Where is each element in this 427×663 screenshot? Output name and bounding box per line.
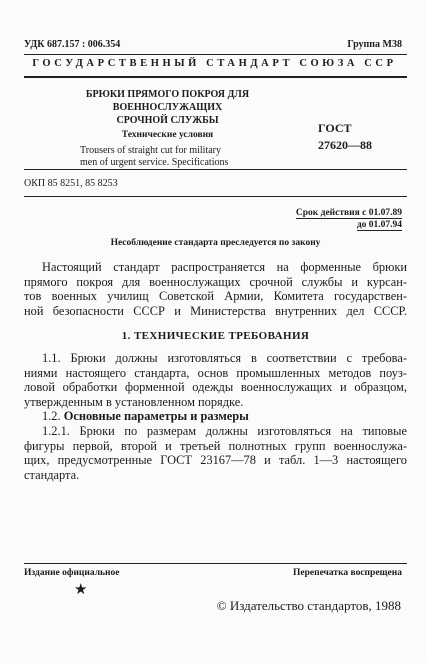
validity-period: [296, 207, 402, 231]
header-rule-bottom: [24, 76, 407, 78]
title-rule: [24, 169, 407, 170]
gost-label: ГОСТ: [318, 121, 352, 135]
text-line: ной безопасности СССР и Министерства внутренних дел СССР.: [24, 303, 407, 318]
text-line: тов военных училищ Советской Армии, Комитета государствен-: [24, 289, 407, 304]
okp-codes: ОКП 85 8251, 85 8253: [24, 178, 118, 189]
official-edition: Издание официальное: [24, 568, 120, 578]
document-title-en: [80, 145, 228, 169]
paragraph-title: Основные параметры и размеры: [63, 409, 249, 424]
text-line: прямого покроя для военнослужащих срочной службы и курсан-: [24, 274, 407, 289]
legal-warning: Несоблюдение стандарта преследуется по закону: [110, 238, 321, 248]
paragraph-1-2-heading: [24, 409, 407, 424]
text-line: фигуры первой, второй и третьей полнотных групп военнослужа-: [24, 438, 407, 453]
title-line: ВОЕННОСЛУЖАЩИХ: [112, 102, 223, 113]
paragraph-1-1: [24, 351, 407, 482]
group-code: Группа М38: [347, 39, 402, 50]
text-line: Настоящий стандарт распространяется на форменные брюки: [42, 260, 407, 274]
publisher-copyright: © Издательство стандартов, 1988: [216, 598, 401, 613]
section-heading: 1. ТЕХНИЧЕСКИЕ ТРЕБОВАНИЯ: [121, 330, 310, 342]
title-en-line: Trousers of straight cut for military: [80, 145, 222, 156]
title-line: БРЮКИ ПРЯМОГО ПОКРОЯ ДЛЯ: [85, 89, 250, 100]
validity-to: до 01.07.94: [356, 220, 402, 230]
text-line: утвержденным в установленном порядке.: [24, 394, 244, 409]
title-line: СРОЧНОЙ СЛУЖБЫ: [116, 115, 219, 126]
text-line: стандарта.: [24, 467, 80, 482]
document-title-ru: [60, 88, 275, 127]
gost-number: 27620—88: [318, 138, 372, 152]
header-rule-top: [24, 54, 407, 55]
text-line: щих, предусмотренные ГОСТ 23167—78 и табл. 1—3 настоящего: [24, 453, 407, 468]
text-line: 1.2.1. Брюки по размерам должны изготовляться на типовые: [42, 423, 407, 438]
text-line: ловой обработки форменной одежды военнослужащих и образцом,: [24, 380, 407, 395]
standard-banner: ГОСУДАРСТВЕННЫЙ СТАНДАРТ СОЮЗА ССР: [32, 58, 397, 69]
footer-rule: [24, 563, 407, 564]
okp-rule: [24, 196, 407, 197]
star-icon: ★: [74, 582, 88, 598]
gost-designation: [318, 120, 372, 154]
text-line: 1.1. Брюки должны изготовляться в соответствии с требова-: [42, 351, 407, 365]
validity-from: Срок действия с 01.07.89: [295, 208, 402, 218]
text-line: ниями настоящего стандарта, основ промышленных методов поуз-: [24, 365, 407, 380]
paragraph-number: 1.2.: [42, 409, 61, 424]
udk-code: УДК 687.157 : 006.354: [24, 39, 121, 50]
title-en-line: men of urgent service. Specifications: [80, 157, 229, 168]
reprint-notice: Перепечатка воспрещена: [292, 568, 402, 578]
document-subtitle: Технические условия: [121, 130, 214, 140]
intro-paragraph: [24, 260, 407, 318]
